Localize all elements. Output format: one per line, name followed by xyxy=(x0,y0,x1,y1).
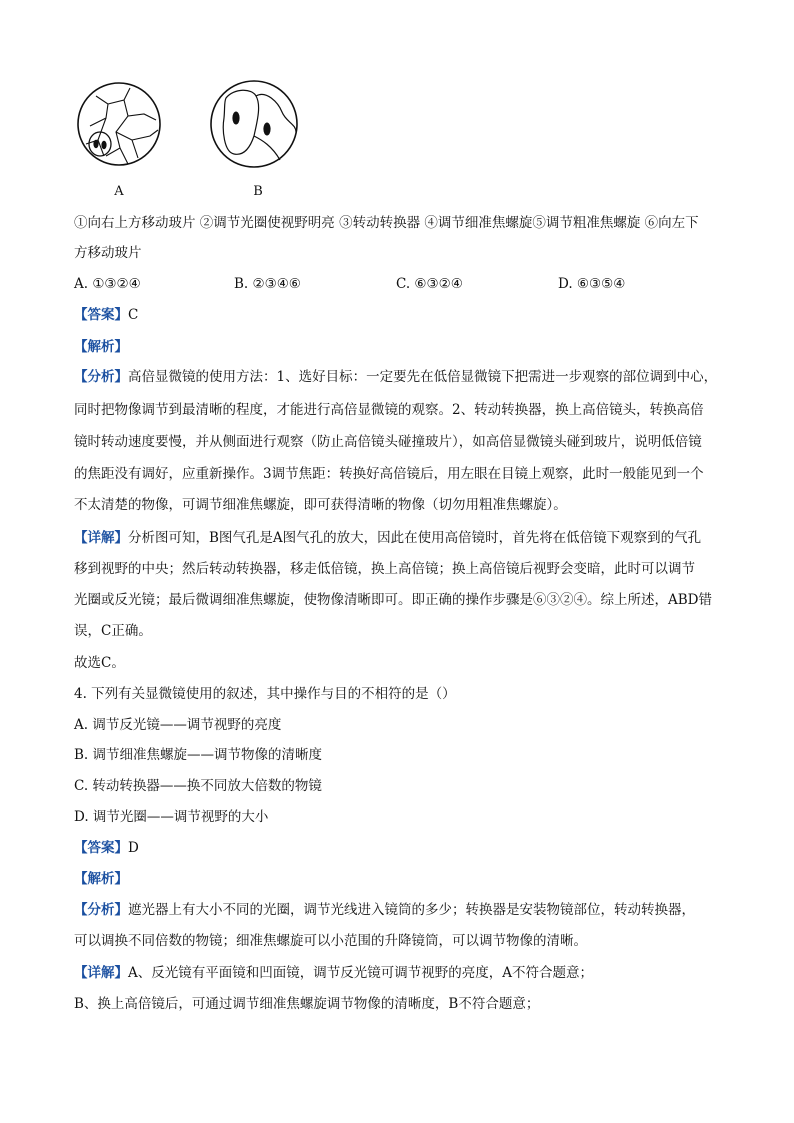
q3-xiangjie-line1 xyxy=(74,528,754,548)
q4-xiangjie-line1 xyxy=(74,963,754,983)
q4-option-c: C. 转动转换器——换不同放大倍数的物镜 xyxy=(74,778,322,794)
analysis-tag: 【解析】 xyxy=(74,339,128,355)
q4-fenxi-line1 xyxy=(74,900,754,920)
figure-a-low-power-view xyxy=(76,74,162,180)
q3-options xyxy=(74,274,754,294)
q3-conclusion: 故选C。 xyxy=(74,655,125,671)
q3-xiangjie-line3: 光圈或反光镜；最后微调细准焦螺旋，使物像清晰即可。即正确的操作步骤是⑥③②④。综上所述，ABD错 xyxy=(74,592,712,608)
microscope-figures xyxy=(76,74,316,204)
xiangjie-text: A、反光镜有平面镜和凹面镜，调节反光镜可调节视野的亮度，A不符合题意； xyxy=(128,965,593,981)
q3-analysis-heading xyxy=(74,337,754,357)
q4-stem: 4. 下列有关显微镜使用的叙述，其中操作与目的不相符的是（） xyxy=(74,686,456,702)
fenxi-tag: 【分析】 xyxy=(74,902,128,918)
q4-analysis-heading xyxy=(74,869,754,889)
q3-option-a: A. ①③②④ xyxy=(74,276,141,292)
q3-fenxi-line4: 的焦距没有调好，应重新操作。3调节焦距：转换好高倍镜后，用左眼在目镜上观察，此时一般能见到一个 xyxy=(74,466,704,482)
q3-fenxi-line2: 同时把物像调节到最清晰的程度，才能进行高倍显微镜的观察。2、转动转换器，换上高倍镜头，转换高倍 xyxy=(74,402,704,418)
q4-xiangjie-line2: B、换上高倍镜后，可通过调节细准焦螺旋调节物像的清晰度，B不符合题意； xyxy=(74,996,540,1012)
figure-a-label: A xyxy=(114,184,124,199)
answer-value: D xyxy=(128,840,139,856)
figure-b-high-power-view xyxy=(204,74,304,180)
xiangjie-text: 分析图可知，B图气孔是A图气孔的放大，因此在使用高倍镜时，首先将在低倍镜下观察到的气孔 xyxy=(128,530,702,546)
q3-steps-line1: ①向右上方移动玻片 ②调节光圈使视野明亮 ③转动转换器 ④调节细准焦螺旋⑤调节粗准焦螺旋 ⑥向左下 xyxy=(74,215,699,231)
q3-answer xyxy=(74,305,754,325)
fenxi-text: 高倍显微镜的使用方法：1、选好目标：一定要先在低倍显微镜下把需进一步观察的部位调到中心， xyxy=(128,369,718,385)
analysis-tag: 【解析】 xyxy=(74,871,128,887)
q3-option-d: D. ⑥③⑤④ xyxy=(558,276,626,292)
q3-steps-line2: 方移动玻片 xyxy=(74,245,142,261)
q3-fenxi-line5: 不太清楚的物像，可调节细准焦螺旋，即可获得清晰的物像（切勿用粗准焦螺旋）。 xyxy=(74,497,567,513)
q3-fenxi-line3: 镜时转动速度要慢，并从侧面进行观察（防止高倍镜头碰撞玻片），如高倍显微镜头碰到玻片，说明低倍镜 xyxy=(74,434,702,450)
q4-option-d: D. 调节光圈——调节视野的大小 xyxy=(74,809,269,825)
fenxi-text: 遮光器上有大小不同的光圈，调节光线进入镜筒的多少；转换器是安装物镜部位，转动转换器， xyxy=(128,902,695,918)
figure-b-label: B xyxy=(253,184,263,199)
answer-tag: 【答案】 xyxy=(74,840,128,856)
answer-value: C xyxy=(128,307,139,323)
fenxi-tag: 【分析】 xyxy=(74,369,128,385)
xiangjie-tag: 【详解】 xyxy=(74,965,128,981)
q4-option-b: B. 调节细准焦螺旋——调节物像的清晰度 xyxy=(74,747,323,763)
q3-option-b: B. ②③④⑥ xyxy=(234,276,301,292)
q4-answer xyxy=(74,838,754,858)
q3-xiangjie-line4: 误，C正确。 xyxy=(74,623,152,639)
q4-fenxi-line2: 可以调换不同倍数的物镜；细准焦螺旋可以小范围的升降镜筒，可以调节物像的清晰。 xyxy=(74,933,587,949)
q3-xiangjie-line2: 移到视野的中央；然后转动转换器，移走低倍镜，换上高倍镜；换上高倍镜后视野会变暗，此时可以调节 xyxy=(74,561,695,577)
q3-option-c: C. ⑥③②④ xyxy=(396,276,463,292)
xiangjie-tag: 【详解】 xyxy=(74,530,128,546)
q3-fenxi-line1 xyxy=(74,367,754,387)
q4-option-a: A. 调节反光镜——调节视野的亮度 xyxy=(74,717,282,733)
answer-tag: 【答案】 xyxy=(74,307,128,323)
